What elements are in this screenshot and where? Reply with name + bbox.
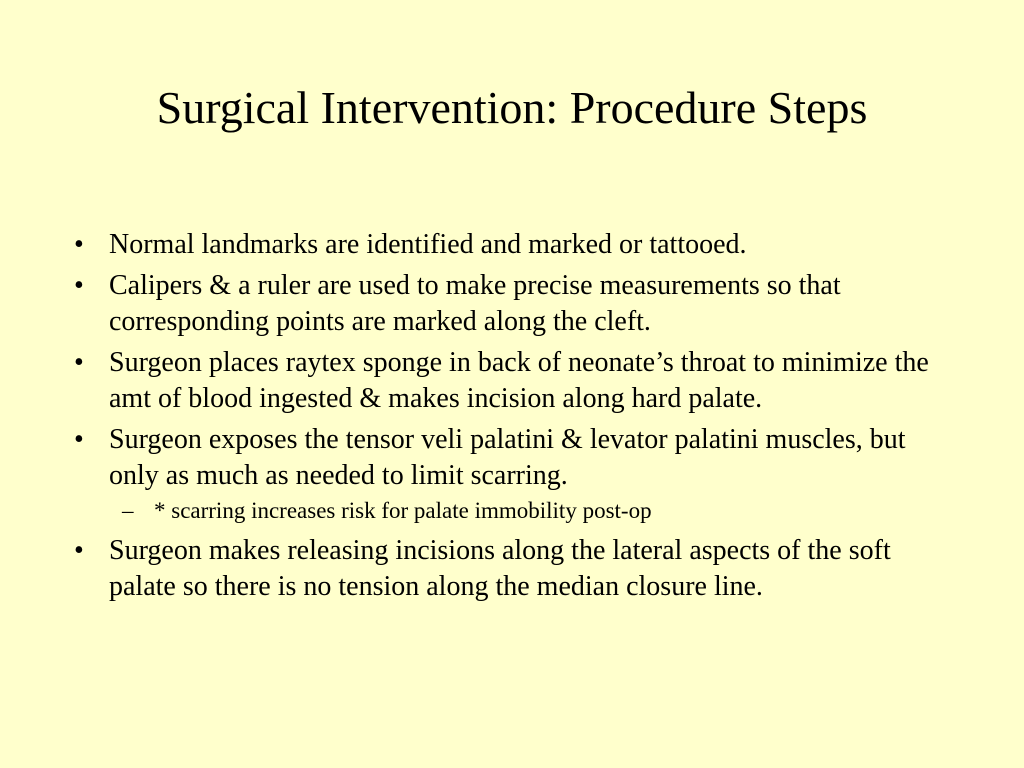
- bullet-item: [72, 268, 942, 340]
- bullet-marker: •: [74, 270, 84, 301]
- bullet-item: [72, 345, 942, 417]
- bullet-text: Surgeon exposes the tensor veli palatini & levator palatini muscles, but only as much as needed to limit scarring.: [109, 424, 906, 491]
- bullet-marker: •: [74, 535, 84, 566]
- bullet-marker: •: [74, 347, 84, 378]
- bullet-item: [72, 422, 942, 494]
- bullet-item: [72, 227, 942, 263]
- bullet-marker: •: [74, 229, 84, 260]
- sub-bullet-marker: –: [122, 498, 134, 523]
- bullet-text: Surgeon makes releasing incisions along the lateral aspects of the soft palate so there is no tension along the median closure line.: [109, 535, 891, 602]
- bullet-text: Normal landmarks are identified and marked or tattooed.: [109, 229, 747, 260]
- bullet-list: [72, 227, 942, 610]
- bullet-item: [72, 533, 942, 605]
- bullet-text: Calipers & a ruler are used to make precise measurements so that corresponding points are marked along the cleft.: [109, 270, 841, 337]
- sub-bullet-text: * scarring increases risk for palate immobility post-op: [154, 498, 652, 523]
- sub-bullet-item: [72, 497, 942, 525]
- slide-title: Surgical Intervention: Procedure Steps: [156, 82, 868, 133]
- bullet-text: Surgeon places raytex sponge in back of neonate’s throat to minimize the amt of blood ingested & makes incision along hard palate.: [109, 347, 929, 414]
- bullet-marker: •: [74, 424, 84, 455]
